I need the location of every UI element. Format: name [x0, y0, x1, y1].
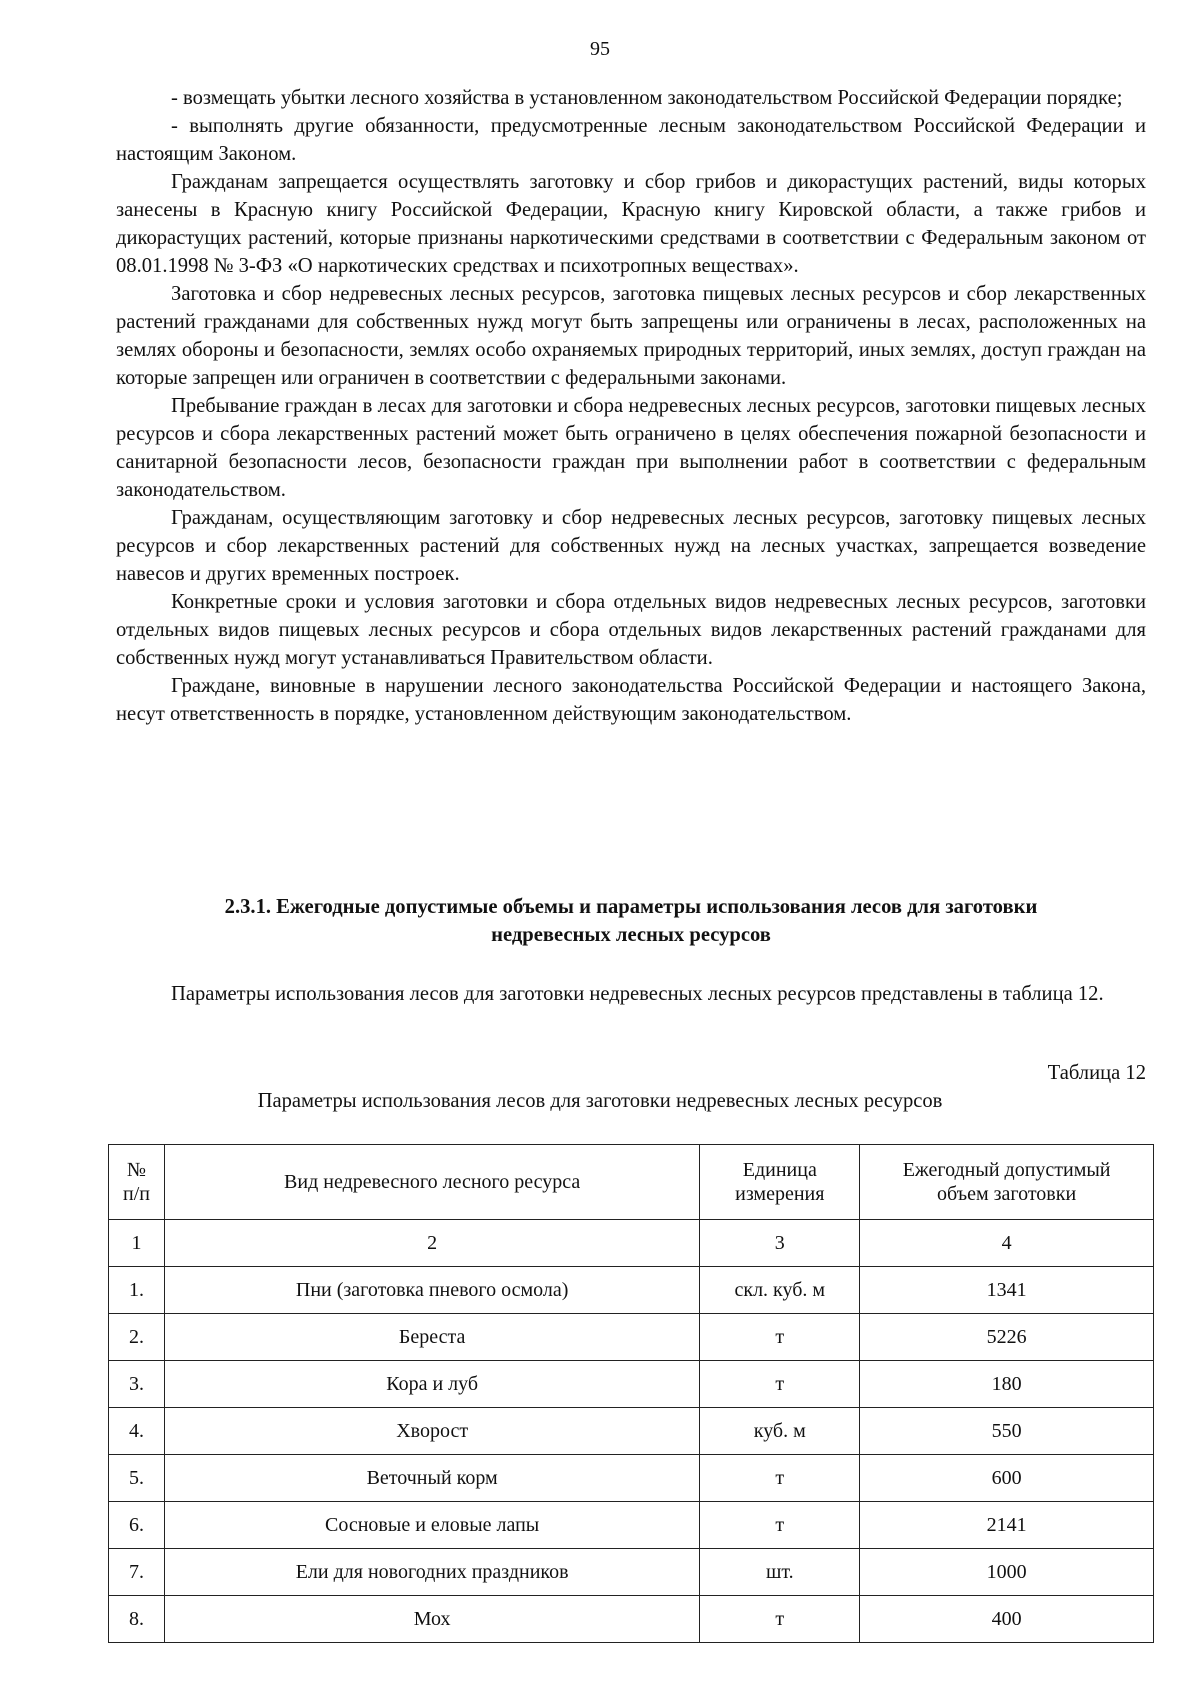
- paragraph: Граждане, виновные в нарушении лесного законодательства Российской Федерации и настоящего Закона, несут ответственность в порядке, установленном действующим законодательством.: [116, 675, 1146, 725]
- header-unit-line: измерения: [735, 1183, 825, 1205]
- cell-unit: т: [700, 1502, 860, 1549]
- header-volume: [860, 1145, 1154, 1220]
- cell-resource: Пни (заготовка пневого осмола): [164, 1267, 699, 1314]
- cell-volume: 1000: [860, 1549, 1154, 1596]
- paragraph: Гражданам запрещается осуществлять заготовку и сбор грибов и дикорастущих растений, виды которых занесены в Красную книгу Российской Федерации, Красную книгу Кировской области, а также грибов и дикорастущих растений, которые признаны наркотическими средствами в соответствии с Федеральным законом от 08.01.1998 № 3-ФЗ «О наркотических средствах и психотропных веществах».: [116, 171, 1146, 277]
- cell-unit: т: [700, 1361, 860, 1408]
- section-heading-line: недревесных лесных ресурсов: [491, 924, 771, 946]
- cell-num: 5.: [109, 1455, 165, 1502]
- header-num-line: №: [126, 1159, 147, 1181]
- cell-resource: Мох: [164, 1596, 699, 1643]
- cell-unit: т: [700, 1455, 860, 1502]
- page-number: 95: [590, 38, 610, 60]
- cell-resource: Веточный корм: [164, 1455, 699, 1502]
- section-heading-line: 2.3.1. Ежегодные допустимые объемы и параметры использования лесов для заготовки: [224, 896, 1038, 918]
- cell-unit: скл. куб. м: [700, 1267, 860, 1314]
- section-heading: [116, 893, 1146, 949]
- table-row: [109, 1267, 1154, 1314]
- table-row: [109, 1408, 1154, 1455]
- table-number-label: Таблица 12: [1047, 1062, 1146, 1084]
- table-row: [109, 1361, 1154, 1408]
- header-num: [109, 1145, 165, 1220]
- cell-resource: Хворост: [164, 1408, 699, 1455]
- paragraph: Пребывание граждан в лесах для заготовки и сбора недревесных лесных ресурсов, заготовки пищевых лесных ресурсов и сбора лекарственных растений может быть ограничено в целях обеспечения пожарной безопасности и санитарной безопасности лесов, безопасности граждан при выполнении работ в соответствии с федеральным законодательством.: [116, 395, 1146, 501]
- cell-num: 6.: [109, 1502, 165, 1549]
- column-number-row: [109, 1220, 1154, 1267]
- cell-num: 4.: [109, 1408, 165, 1455]
- header-resource: Вид недревесного лесного ресурса: [164, 1145, 699, 1220]
- header-num-line: п/п: [122, 1183, 150, 1205]
- cell-unit: шт.: [700, 1549, 860, 1596]
- cell-volume: 400: [860, 1596, 1154, 1643]
- column-number: 1: [109, 1220, 165, 1267]
- cell-resource: Береста: [164, 1314, 699, 1361]
- cell-volume: 180: [860, 1361, 1154, 1408]
- table-row: [109, 1549, 1154, 1596]
- column-number: 4: [860, 1220, 1154, 1267]
- header-volume-line: Ежегодный допустимый: [902, 1159, 1111, 1181]
- cell-num: 8.: [109, 1596, 165, 1643]
- cell-volume: 600: [860, 1455, 1154, 1502]
- cell-volume: 550: [860, 1408, 1154, 1455]
- table-header-row: [109, 1145, 1154, 1220]
- cell-resource: Сосновые и еловые лапы: [164, 1502, 699, 1549]
- section-intro: Параметры использования лесов для заготовки недревесных лесных ресурсов представлены в таблица 12.: [171, 983, 1104, 1005]
- header-volume-line: объем заготовки: [937, 1183, 1077, 1205]
- cell-resource: Ели для новогодних праздников: [164, 1549, 699, 1596]
- cell-volume: 1341: [860, 1267, 1154, 1314]
- table-row: [109, 1502, 1154, 1549]
- paragraph: - возмещать убытки лесного хозяйства в установленном законодательством Российской Федерации порядке;: [171, 87, 1123, 109]
- cell-num: 1.: [109, 1267, 165, 1314]
- cell-unit: куб. м: [700, 1408, 860, 1455]
- table-title: Параметры использования лесов для заготовки недревесных лесных ресурсов: [257, 1090, 943, 1112]
- paragraph: Конкретные сроки и условия заготовки и сбора отдельных видов недревесных лесных ресурсов, заготовки отдельных видов пищевых лесных ресурсов и сбора отдельных видов лекарственных растений гражданами для собственных нужд могут устанавливаться Правительством области.: [116, 591, 1146, 669]
- column-number: 2: [164, 1220, 699, 1267]
- table-row: [109, 1596, 1154, 1643]
- header-unit-line: Единица: [742, 1159, 817, 1181]
- cell-num: 3.: [109, 1361, 165, 1408]
- paragraph: - выполнять другие обязанности, предусмотренные лесным законодательством Российской Федерации и настоящим Законом.: [116, 115, 1146, 165]
- cell-num: 2.: [109, 1314, 165, 1361]
- cell-num: 7.: [109, 1549, 165, 1596]
- body-text: [116, 84, 1146, 728]
- table-row: [109, 1455, 1154, 1502]
- cell-volume: 5226: [860, 1314, 1154, 1361]
- cell-unit: т: [700, 1314, 860, 1361]
- cell-unit: т: [700, 1596, 860, 1643]
- table-row: [109, 1314, 1154, 1361]
- header-unit: [700, 1145, 860, 1220]
- paragraph: Заготовка и сбор недревесных лесных ресурсов, заготовка пищевых лесных ресурсов и сбор лекарственных растений гражданами для собственных нужд могут быть запрещены или ограничены в лесах, расположенных на землях обороны и безопасности, землях особо охраняемых природных территорий, иных землях, доступ граждан на которые запрещен или ограничен в соответствии с федеральными законами.: [116, 283, 1146, 389]
- resources-table: [108, 1144, 1154, 1643]
- cell-volume: 2141: [860, 1502, 1154, 1549]
- paragraph: Гражданам, осуществляющим заготовку и сбор недревесных лесных ресурсов, заготовку пищевых лесных ресурсов и сбор лекарственных растений для собственных нужд на лесных участках, запрещается возведение навесов и других временных построек.: [116, 507, 1146, 585]
- cell-resource: Кора и луб: [164, 1361, 699, 1408]
- column-number: 3: [700, 1220, 860, 1267]
